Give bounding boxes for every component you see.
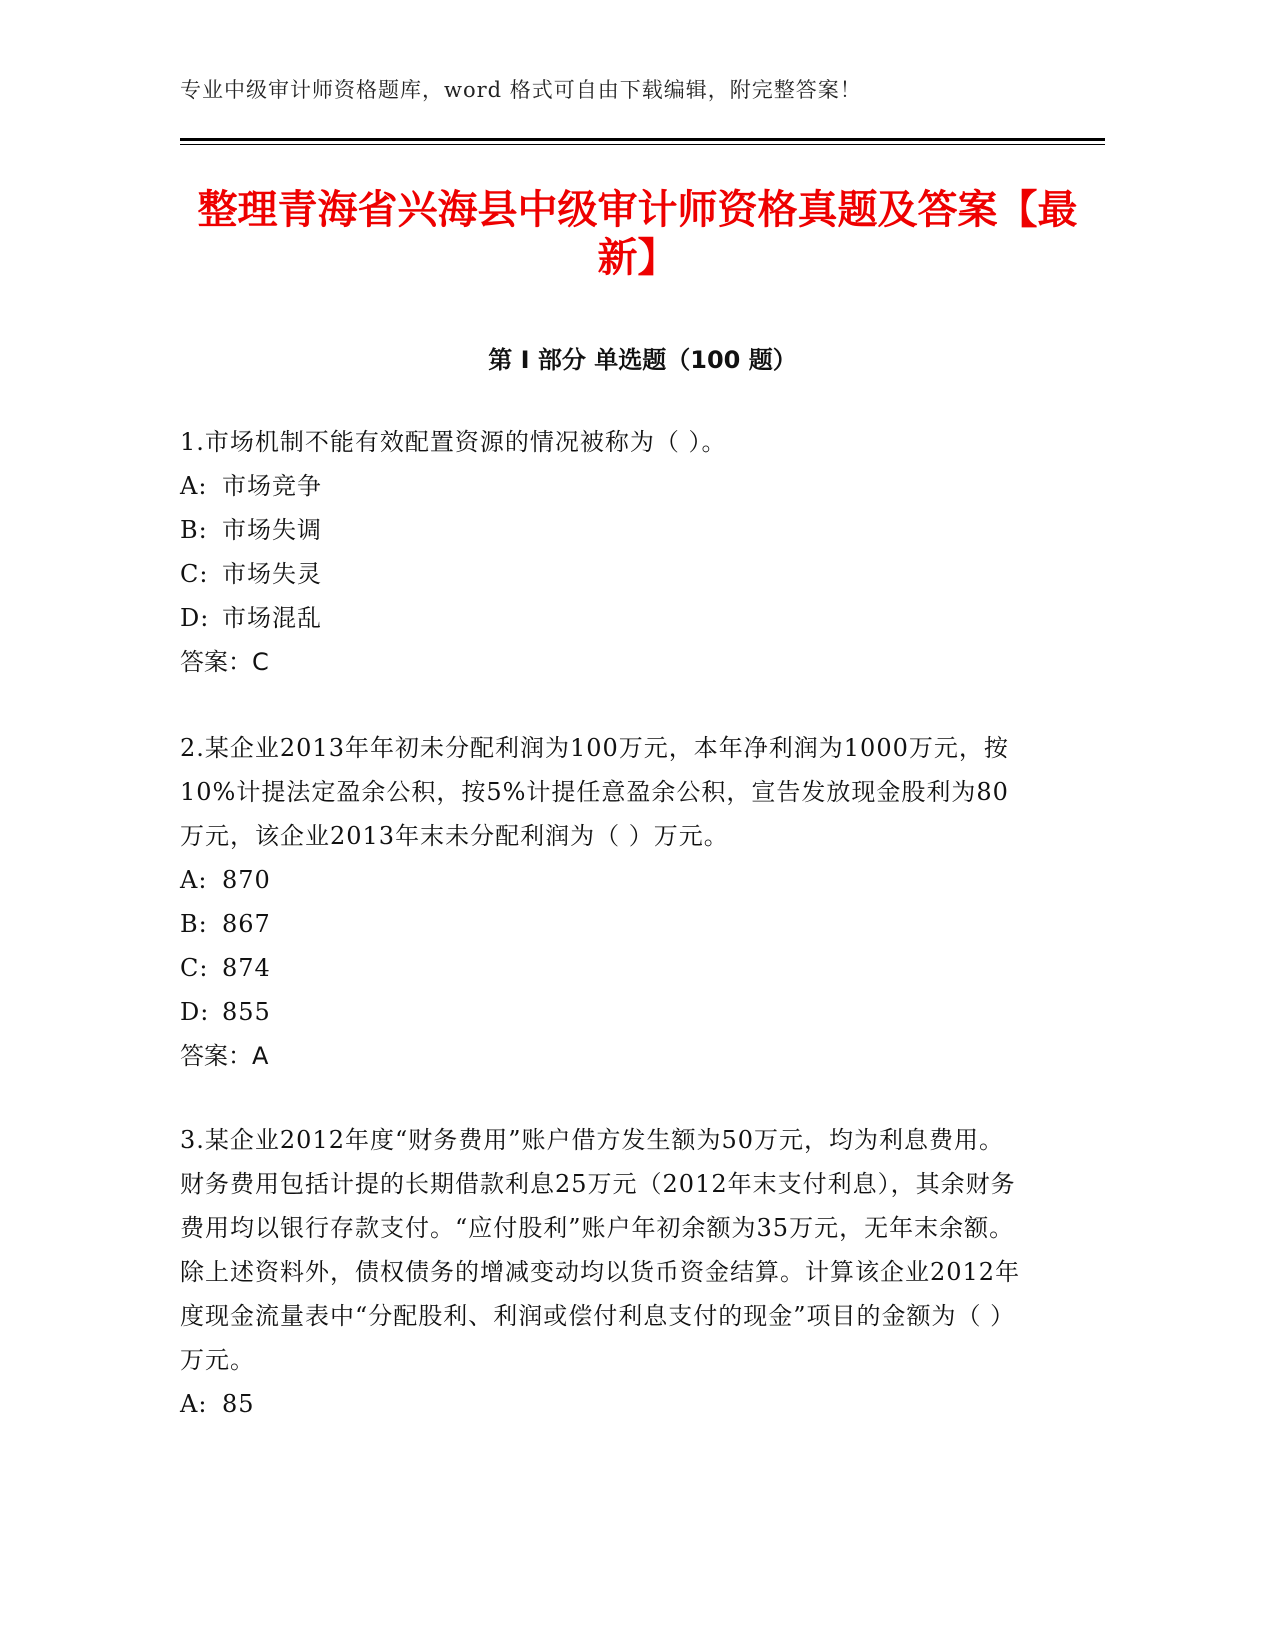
answer-value: A (252, 1042, 269, 1070)
answer-line (180, 640, 1025, 684)
question-3 (180, 1118, 1025, 1426)
option-text: 市场失调 (222, 516, 322, 544)
option-text: 市场竞争 (222, 472, 322, 500)
question-stem: 2.某企业2013年年初未分配利润为100万元，本年净利润为1000万元，按10%计提法定盈余公积，按5%计提任意盈余公积，宣告发放现金股利为80万元，该企业2013年末未分配利润为（ ）万元。 (180, 734, 1009, 850)
option-text: 市场混乱 (222, 604, 322, 632)
option-letter: C: (180, 560, 209, 588)
option-letter: D: (180, 604, 210, 632)
answer-label: 答案： (180, 648, 252, 676)
answer-label: 答案： (180, 1042, 252, 1070)
option-a (180, 858, 1025, 902)
answer-line (180, 1034, 1025, 1078)
header-rule-thin (180, 144, 1105, 145)
option-letter: A: (180, 1390, 208, 1418)
option-text: 867 (222, 910, 271, 938)
option-letter: B: (180, 516, 208, 544)
question-stem: 3.某企业2012年度“财务费用”账户借方发生额为50万元，均为利息费用。财务费用包括计提的长期借款利息25万元（2012年末支付利息），其余财务费用均以银行存款支付。“应付股利”账户年初余额为35万元，无年末余额。除上述资料外，债权债务的增减变动均以货币资金结算。计算该企业2012年度现金流量表中“分配股利、利润或偿付利息支付的现金”项目的金额为（ ）万元。 (180, 1126, 1021, 1374)
option-b (180, 902, 1025, 946)
question-2 (180, 726, 1025, 1078)
option-a (180, 1382, 1025, 1426)
option-d (180, 596, 1025, 640)
header-rule-thick (180, 138, 1105, 141)
option-text: 市场失灵 (222, 560, 322, 588)
option-text: 85 (222, 1390, 255, 1418)
document-title: 整理青海省兴海县中级审计师资格真题及答案【最新】 (197, 187, 1078, 281)
option-letter: D: (180, 998, 210, 1026)
option-text: 870 (222, 866, 271, 894)
option-text: 874 (222, 954, 271, 982)
header-note: 专业中级审计师资格题库，word 格式可自由下载编辑，附完整答案！ (180, 78, 862, 102)
option-b (180, 508, 1025, 552)
question-1 (180, 420, 1025, 684)
section-title: 第 I 部分 单选题（100 题） (488, 346, 797, 374)
option-text: 855 (222, 998, 271, 1026)
option-c (180, 946, 1025, 990)
option-c (180, 552, 1025, 596)
option-letter: A: (180, 866, 208, 894)
question-stem: 1.市场机制不能有效配置资源的情况被称为（ ）。 (180, 428, 727, 456)
option-letter: C: (180, 954, 209, 982)
option-letter: A: (180, 472, 208, 500)
option-letter: B: (180, 910, 208, 938)
option-a (180, 464, 1025, 508)
answer-value: C (252, 648, 269, 676)
option-d (180, 990, 1025, 1034)
